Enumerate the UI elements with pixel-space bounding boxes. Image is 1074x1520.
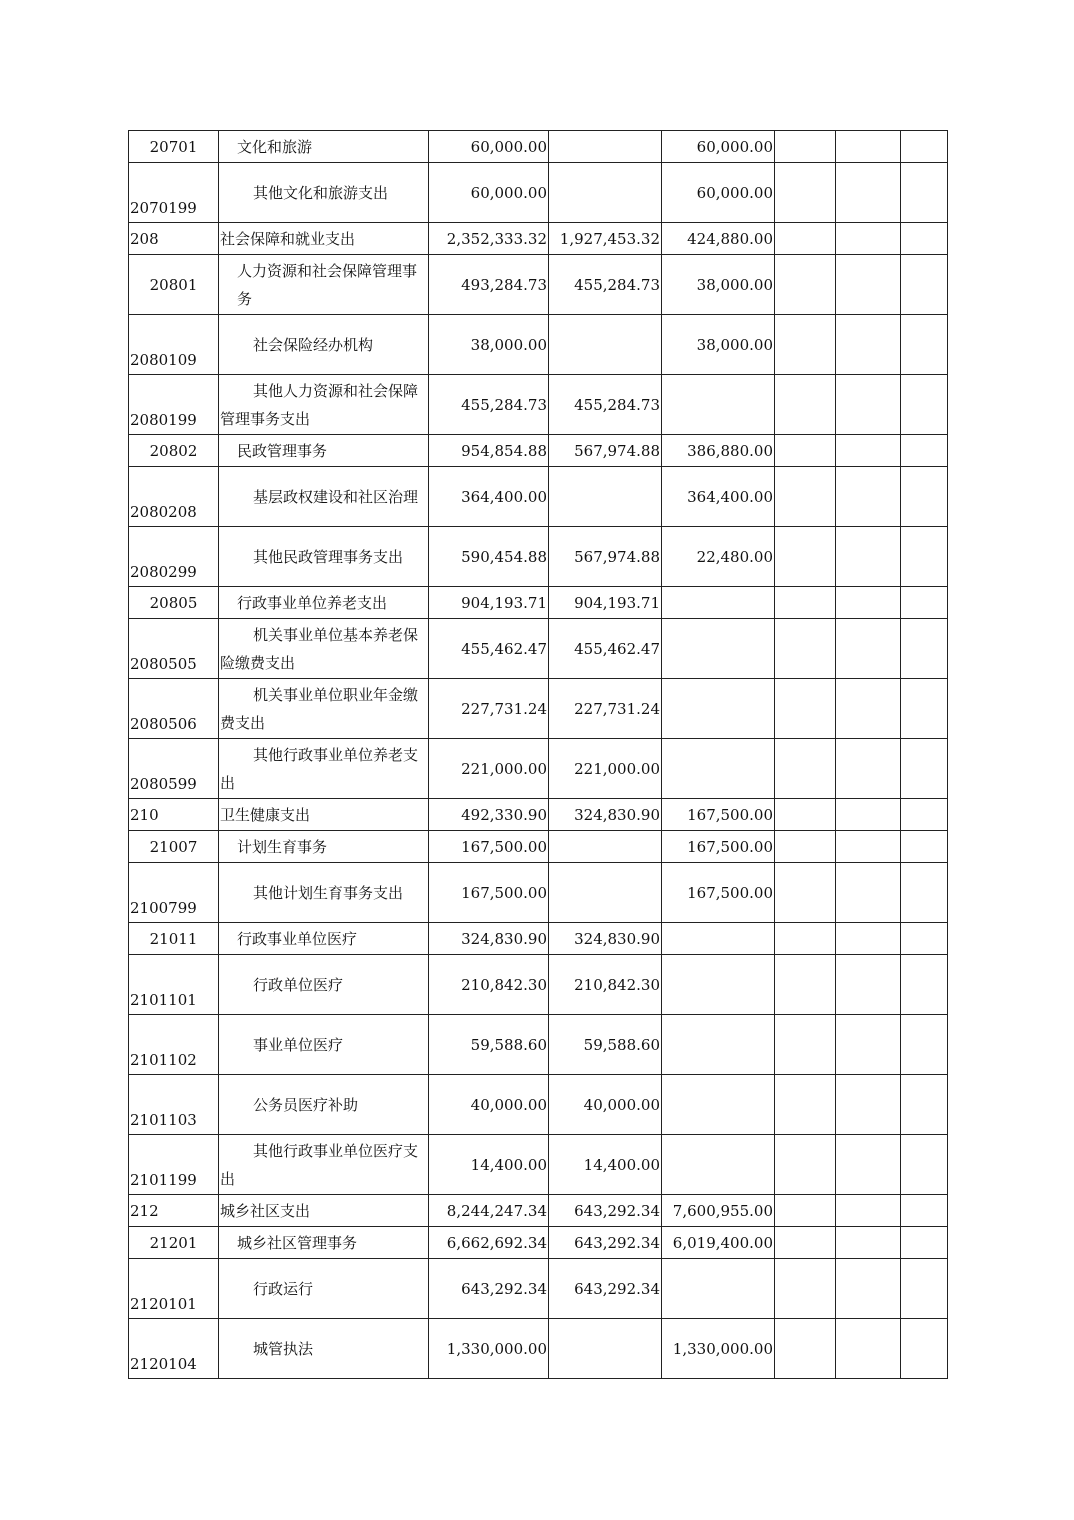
empty-cell <box>901 315 948 375</box>
empty-cell <box>901 1195 948 1227</box>
account-code-cell: 2080505 <box>129 619 219 679</box>
empty-cell <box>836 435 901 467</box>
project-expenditure-cell: 167,500.00 <box>662 863 775 923</box>
total-amount-cell: 60,000.00 <box>429 163 549 223</box>
account-name-cell: 城乡社区支出 <box>219 1195 429 1227</box>
empty-cell <box>775 587 836 619</box>
account-name-cell: 机关事业单位职业年金缴费支出 <box>219 679 429 739</box>
account-code-cell: 2080299 <box>129 527 219 587</box>
account-name-cell: 文化和旅游 <box>219 131 429 163</box>
budget-table <box>128 130 948 1379</box>
account-code-cell: 2120104 <box>129 1319 219 1379</box>
table-row <box>129 1135 948 1195</box>
project-expenditure-cell <box>662 1075 775 1135</box>
empty-cell <box>836 131 901 163</box>
table-row <box>129 435 948 467</box>
total-amount-cell: 455,284.73 <box>429 375 549 435</box>
empty-cell <box>901 435 948 467</box>
table-row <box>129 739 948 799</box>
empty-cell <box>901 375 948 435</box>
account-name-cell: 社会保险经办机构 <box>219 315 429 375</box>
project-expenditure-cell: 60,000.00 <box>662 163 775 223</box>
basic-expenditure-cell <box>549 163 662 223</box>
empty-cell <box>901 619 948 679</box>
empty-cell <box>901 923 948 955</box>
account-code-cell: 2101102 <box>129 1015 219 1075</box>
empty-cell <box>775 619 836 679</box>
basic-expenditure-cell: 904,193.71 <box>549 587 662 619</box>
total-amount-cell: 455,462.47 <box>429 619 549 679</box>
basic-expenditure-cell: 210,842.30 <box>549 955 662 1015</box>
project-expenditure-cell: 167,500.00 <box>662 799 775 831</box>
empty-cell <box>775 923 836 955</box>
empty-cell <box>901 1259 948 1319</box>
basic-expenditure-cell: 455,284.73 <box>549 255 662 315</box>
basic-expenditure-cell: 567,974.88 <box>549 435 662 467</box>
account-code-cell: 2101199 <box>129 1135 219 1195</box>
empty-cell <box>775 831 836 863</box>
empty-cell <box>901 739 948 799</box>
total-amount-cell: 590,454.88 <box>429 527 549 587</box>
project-expenditure-cell <box>662 619 775 679</box>
project-expenditure-cell: 6,019,400.00 <box>662 1227 775 1259</box>
basic-expenditure-cell: 643,292.34 <box>549 1227 662 1259</box>
total-amount-cell: 221,000.00 <box>429 739 549 799</box>
basic-expenditure-cell: 324,830.90 <box>549 799 662 831</box>
account-code-cell: 2100799 <box>129 863 219 923</box>
basic-expenditure-cell: 324,830.90 <box>549 923 662 955</box>
empty-cell <box>836 1075 901 1135</box>
empty-cell <box>901 679 948 739</box>
account-name-cell: 民政管理事务 <box>219 435 429 467</box>
account-code-cell: 20701 <box>129 131 219 163</box>
account-name-cell: 其他计划生育事务支出 <box>219 863 429 923</box>
account-code-cell: 208 <box>129 223 219 255</box>
account-code-cell: 2080599 <box>129 739 219 799</box>
project-expenditure-cell: 60,000.00 <box>662 131 775 163</box>
empty-cell <box>836 1319 901 1379</box>
basic-expenditure-cell <box>549 131 662 163</box>
account-code-cell: 2101103 <box>129 1075 219 1135</box>
account-code-cell: 2080208 <box>129 467 219 527</box>
total-amount-cell: 643,292.34 <box>429 1259 549 1319</box>
account-name-cell: 行政运行 <box>219 1259 429 1319</box>
empty-cell <box>901 863 948 923</box>
basic-expenditure-cell: 567,974.88 <box>549 527 662 587</box>
empty-cell <box>836 1259 901 1319</box>
empty-cell <box>901 955 948 1015</box>
account-name-cell: 其他行政事业单位养老支出 <box>219 739 429 799</box>
account-code-cell: 2120101 <box>129 1259 219 1319</box>
account-code-cell: 2080199 <box>129 375 219 435</box>
empty-cell <box>836 1015 901 1075</box>
account-name-cell: 行政单位医疗 <box>219 955 429 1015</box>
empty-cell <box>836 955 901 1015</box>
account-name-cell: 其他文化和旅游支出 <box>219 163 429 223</box>
empty-cell <box>775 163 836 223</box>
account-code-cell: 2080506 <box>129 679 219 739</box>
project-expenditure-cell <box>662 955 775 1015</box>
total-amount-cell: 14,400.00 <box>429 1135 549 1195</box>
table-row <box>129 527 948 587</box>
empty-cell <box>775 527 836 587</box>
total-amount-cell: 210,842.30 <box>429 955 549 1015</box>
empty-cell <box>901 587 948 619</box>
table-row <box>129 679 948 739</box>
account-code-cell: 2070199 <box>129 163 219 223</box>
account-name-cell: 其他民政管理事务支出 <box>219 527 429 587</box>
basic-expenditure-cell: 221,000.00 <box>549 739 662 799</box>
empty-cell <box>836 467 901 527</box>
account-code-cell: 21011 <box>129 923 219 955</box>
account-name-cell: 行政事业单位医疗 <box>219 923 429 955</box>
empty-cell <box>775 679 836 739</box>
empty-cell <box>836 163 901 223</box>
table-row <box>129 955 948 1015</box>
empty-cell <box>836 739 901 799</box>
empty-cell <box>901 831 948 863</box>
project-expenditure-cell <box>662 587 775 619</box>
project-expenditure-cell <box>662 679 775 739</box>
table-row <box>129 831 948 863</box>
project-expenditure-cell: 386,880.00 <box>662 435 775 467</box>
account-name-cell: 机关事业单位基本养老保险缴费支出 <box>219 619 429 679</box>
empty-cell <box>901 799 948 831</box>
empty-cell <box>836 831 901 863</box>
basic-expenditure-cell <box>549 467 662 527</box>
empty-cell <box>775 223 836 255</box>
empty-cell <box>775 1135 836 1195</box>
empty-cell <box>836 863 901 923</box>
empty-cell <box>775 1319 836 1379</box>
project-expenditure-cell <box>662 1135 775 1195</box>
empty-cell <box>901 1227 948 1259</box>
table-row <box>129 163 948 223</box>
empty-cell <box>775 467 836 527</box>
account-code-cell: 212 <box>129 1195 219 1227</box>
total-amount-cell: 167,500.00 <box>429 831 549 863</box>
empty-cell <box>836 527 901 587</box>
basic-expenditure-cell: 1,927,453.32 <box>549 223 662 255</box>
empty-cell <box>775 955 836 1015</box>
table-row <box>129 619 948 679</box>
basic-expenditure-cell: 227,731.24 <box>549 679 662 739</box>
empty-cell <box>901 163 948 223</box>
account-name-cell: 事业单位医疗 <box>219 1015 429 1075</box>
account-name-cell: 行政事业单位养老支出 <box>219 587 429 619</box>
empty-cell <box>836 619 901 679</box>
empty-cell <box>836 1227 901 1259</box>
basic-expenditure-cell: 40,000.00 <box>549 1075 662 1135</box>
empty-cell <box>901 1075 948 1135</box>
empty-cell <box>836 923 901 955</box>
empty-cell <box>901 223 948 255</box>
account-name-cell: 城管执法 <box>219 1319 429 1379</box>
table-row <box>129 863 948 923</box>
table-row <box>129 223 948 255</box>
project-expenditure-cell: 1,330,000.00 <box>662 1319 775 1379</box>
basic-expenditure-cell <box>549 863 662 923</box>
table-row <box>129 1195 948 1227</box>
total-amount-cell: 167,500.00 <box>429 863 549 923</box>
account-code-cell: 20801 <box>129 255 219 315</box>
total-amount-cell: 227,731.24 <box>429 679 549 739</box>
table-row <box>129 923 948 955</box>
account-code-cell: 2080109 <box>129 315 219 375</box>
table-row <box>129 1227 948 1259</box>
project-expenditure-cell <box>662 375 775 435</box>
total-amount-cell: 8,244,247.34 <box>429 1195 549 1227</box>
project-expenditure-cell: 424,880.00 <box>662 223 775 255</box>
empty-cell <box>901 131 948 163</box>
account-name-cell: 其他人力资源和社会保障管理事务支出 <box>219 375 429 435</box>
empty-cell <box>836 223 901 255</box>
account-name-cell: 计划生育事务 <box>219 831 429 863</box>
basic-expenditure-cell: 455,462.47 <box>549 619 662 679</box>
total-amount-cell: 2,352,333.32 <box>429 223 549 255</box>
project-expenditure-cell <box>662 1259 775 1319</box>
total-amount-cell: 364,400.00 <box>429 467 549 527</box>
total-amount-cell: 40,000.00 <box>429 1075 549 1135</box>
total-amount-cell: 38,000.00 <box>429 315 549 375</box>
account-name-cell: 人力资源和社会保障管理事务 <box>219 255 429 315</box>
total-amount-cell: 954,854.88 <box>429 435 549 467</box>
empty-cell <box>775 315 836 375</box>
empty-cell <box>836 799 901 831</box>
total-amount-cell: 493,284.73 <box>429 255 549 315</box>
table-row <box>129 1319 948 1379</box>
total-amount-cell: 492,330.90 <box>429 799 549 831</box>
basic-expenditure-cell: 643,292.34 <box>549 1195 662 1227</box>
project-expenditure-cell <box>662 739 775 799</box>
table-row <box>129 467 948 527</box>
table-row <box>129 375 948 435</box>
total-amount-cell: 60,000.00 <box>429 131 549 163</box>
empty-cell <box>836 375 901 435</box>
empty-cell <box>775 255 836 315</box>
empty-cell <box>901 1319 948 1379</box>
account-name-cell: 城乡社区管理事务 <box>219 1227 429 1259</box>
empty-cell <box>775 131 836 163</box>
project-expenditure-cell: 38,000.00 <box>662 315 775 375</box>
empty-cell <box>901 527 948 587</box>
empty-cell <box>836 587 901 619</box>
empty-cell <box>775 1075 836 1135</box>
empty-cell <box>775 1015 836 1075</box>
total-amount-cell: 59,588.60 <box>429 1015 549 1075</box>
table-row <box>129 799 948 831</box>
table-row <box>129 315 948 375</box>
table-body <box>129 131 948 1379</box>
account-name-cell: 基层政权建设和社区治理 <box>219 467 429 527</box>
account-name-cell: 其他行政事业单位医疗支出 <box>219 1135 429 1195</box>
empty-cell <box>775 1227 836 1259</box>
empty-cell <box>836 679 901 739</box>
empty-cell <box>901 1015 948 1075</box>
empty-cell <box>836 315 901 375</box>
basic-expenditure-cell <box>549 1319 662 1379</box>
empty-cell <box>775 739 836 799</box>
table-row <box>129 1259 948 1319</box>
table-row <box>129 1015 948 1075</box>
empty-cell <box>775 435 836 467</box>
table-row <box>129 131 948 163</box>
empty-cell <box>901 467 948 527</box>
basic-expenditure-cell <box>549 831 662 863</box>
empty-cell <box>775 1195 836 1227</box>
total-amount-cell: 904,193.71 <box>429 587 549 619</box>
account-code-cell: 21201 <box>129 1227 219 1259</box>
project-expenditure-cell: 38,000.00 <box>662 255 775 315</box>
table-row <box>129 587 948 619</box>
table-row <box>129 255 948 315</box>
account-code-cell: 20802 <box>129 435 219 467</box>
basic-expenditure-cell <box>549 315 662 375</box>
empty-cell <box>775 799 836 831</box>
project-expenditure-cell: 22,480.00 <box>662 527 775 587</box>
project-expenditure-cell <box>662 1015 775 1075</box>
account-name-cell: 社会保障和就业支出 <box>219 223 429 255</box>
account-name-cell: 卫生健康支出 <box>219 799 429 831</box>
total-amount-cell: 1,330,000.00 <box>429 1319 549 1379</box>
project-expenditure-cell: 364,400.00 <box>662 467 775 527</box>
empty-cell <box>901 1135 948 1195</box>
table-row <box>129 1075 948 1135</box>
project-expenditure-cell: 167,500.00 <box>662 831 775 863</box>
basic-expenditure-cell: 59,588.60 <box>549 1015 662 1075</box>
account-code-cell: 20805 <box>129 587 219 619</box>
empty-cell <box>836 255 901 315</box>
empty-cell <box>775 1259 836 1319</box>
empty-cell <box>836 1135 901 1195</box>
empty-cell <box>775 863 836 923</box>
total-amount-cell: 6,662,692.34 <box>429 1227 549 1259</box>
account-code-cell: 2101101 <box>129 955 219 1015</box>
basic-expenditure-cell: 643,292.34 <box>549 1259 662 1319</box>
empty-cell <box>901 255 948 315</box>
empty-cell <box>836 1195 901 1227</box>
empty-cell <box>775 375 836 435</box>
project-expenditure-cell: 7,600,955.00 <box>662 1195 775 1227</box>
account-name-cell: 公务员医疗补助 <box>219 1075 429 1135</box>
account-code-cell: 210 <box>129 799 219 831</box>
total-amount-cell: 324,830.90 <box>429 923 549 955</box>
basic-expenditure-cell: 455,284.73 <box>549 375 662 435</box>
account-code-cell: 21007 <box>129 831 219 863</box>
project-expenditure-cell <box>662 923 775 955</box>
basic-expenditure-cell: 14,400.00 <box>549 1135 662 1195</box>
